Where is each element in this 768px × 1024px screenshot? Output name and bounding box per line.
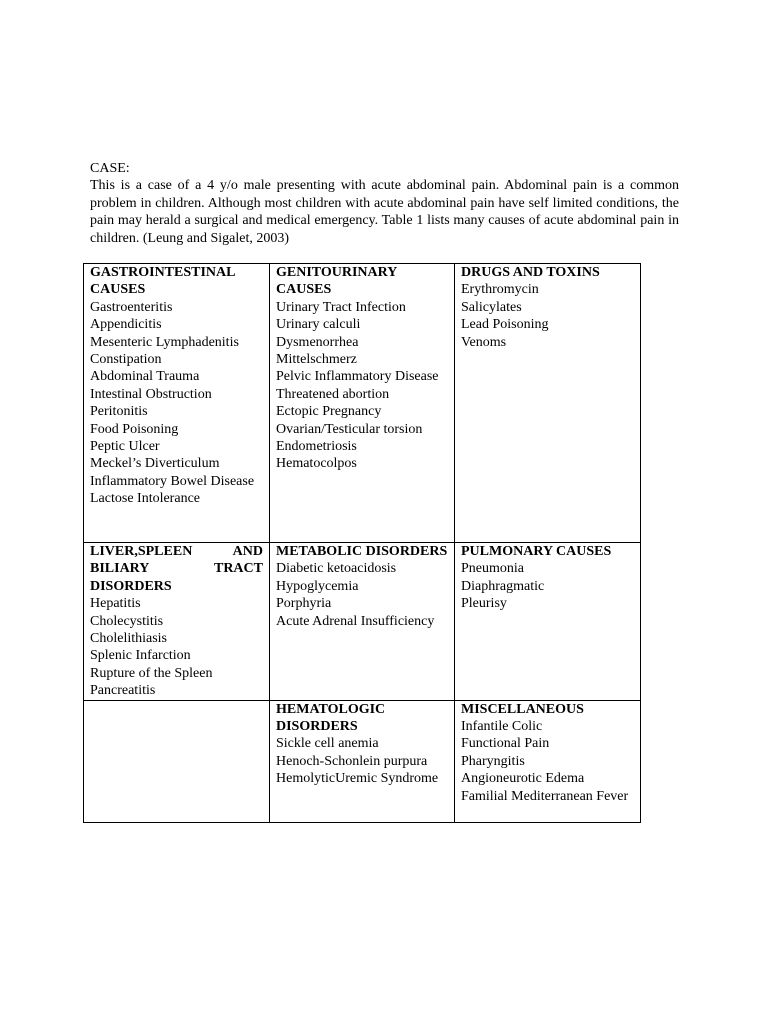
list-item: Familial Mediterranean Fever: [461, 788, 629, 804]
cell-gastrointestinal: [84, 264, 270, 543]
list-item: Functional Pain: [461, 736, 550, 752]
cell-title-gastrointestinal: GASTROINTESTINAL CAUSES: [90, 265, 236, 298]
list-item: Food Poisoning: [90, 421, 179, 437]
cell-title-hematologic: HEMATOLOGIC DISORDERS: [276, 701, 386, 735]
cell-pulmonary: [455, 543, 641, 701]
list-item: Pneumonia: [461, 561, 524, 577]
cell-empty: [84, 700, 270, 822]
list-item: Pleurisy: [461, 596, 507, 612]
list-item: Meckel’s Diverticulum: [90, 456, 220, 472]
cell-liver-spleen-biliary: [84, 543, 270, 701]
list-item: Pharyngitis: [461, 753, 525, 769]
list-item: Cholelithiasis: [90, 631, 167, 647]
list-item: Inflammatory Bowel Disease: [90, 473, 255, 489]
list-item: Pelvic Inflammatory Disease: [276, 369, 439, 385]
list-item: Diaphragmatic: [461, 578, 545, 594]
list-item: Salicylates: [461, 299, 522, 315]
table-row: [84, 543, 641, 701]
list-item: Sickle cell anemia: [276, 736, 379, 752]
list-item: Ectopic Pregnancy: [276, 404, 382, 420]
list-item: Pancreatitis: [90, 683, 156, 699]
cell-hematologic: [270, 700, 455, 822]
list-item: Erythromycin: [461, 282, 539, 298]
case-paragraph: This is a case of a 4 y/o male presenting with acute abdominal pain. Abdominal pain is a common problem in children. Although most children with acute abdominal pain have self limited conditions, the pain may herald a surgical and medical emergency. Table 1 lists many causes of acute abdominal pain in children. (Leung and Sigalet, 2003): [90, 178, 679, 246]
list-item: Lead Poisoning: [461, 317, 549, 333]
list-item: Rupture of the Spleen: [90, 665, 213, 681]
list-item: HemolyticUremic Syndrome: [276, 771, 439, 787]
case-heading: CASE:: [90, 161, 130, 176]
list-item: Hepatitis: [90, 596, 141, 612]
list-item: Appendicitis: [90, 317, 162, 333]
list-item: Mittelschmerz: [276, 352, 357, 368]
list-item: Lactose Intolerance: [90, 491, 200, 507]
list-item: Mesenteric Lymphadenitis: [90, 334, 239, 350]
cell-metabolic: [270, 543, 455, 701]
list-item: Urinary Tract Infection: [276, 299, 406, 315]
list-item: Porphyria: [276, 596, 332, 612]
list-item: Hematocolpos: [276, 456, 357, 472]
list-item: Venoms: [461, 334, 507, 350]
list-item: Gastroenteritis: [90, 299, 173, 315]
cell-miscellaneous: [455, 700, 641, 822]
cell-title-drugs-and-toxins: DRUGS AND TOXINS: [461, 265, 600, 280]
list-item: Constipation: [90, 352, 162, 368]
list-item: Henoch-Schonlein purpura: [276, 753, 428, 769]
list-item: Infantile Colic: [461, 719, 543, 735]
cell-title-genitourinary: GENITOURINARY CAUSES: [276, 265, 398, 298]
case-section: [90, 160, 679, 247]
table-row: [84, 264, 641, 543]
list-item: Endometriosis: [276, 439, 357, 455]
cell-title-pulmonary: PULMONARY CAUSES: [461, 544, 612, 559]
cell-genitourinary: [270, 264, 455, 543]
list-item: Splenic Infarction: [90, 648, 191, 664]
cell-title-miscellaneous: MISCELLANEOUS: [461, 701, 584, 717]
list-item: Diabetic ketoacidosis: [276, 561, 397, 577]
list-item: Hypoglycemia: [276, 578, 359, 594]
list-item: Ovarian/Testicular torsion: [276, 421, 423, 437]
list-item: Abdominal Trauma: [90, 369, 200, 385]
list-item: Urinary calculi: [276, 317, 361, 333]
list-item: Peptic Ulcer: [90, 439, 160, 455]
cell-title-liver-spleen-biliary: LIVER,SPLEEN AND BILIARY TRACT DISORDERS: [90, 544, 263, 594]
cell-drugs-and-toxins: [455, 264, 641, 543]
list-item: Angioneurotic Edema: [461, 771, 585, 787]
list-item: Intestinal Obstruction: [90, 386, 212, 402]
list-item: Threatened abortion: [276, 386, 390, 402]
table-row: [84, 700, 641, 822]
causes-table: [83, 263, 641, 823]
cell-title-metabolic: METABOLIC DISORDERS: [276, 544, 448, 559]
list-item: Acute Adrenal Insufficiency: [276, 613, 435, 629]
list-item: Peritonitis: [90, 404, 148, 420]
list-item: Dysmenorrhea: [276, 334, 359, 350]
list-item: Cholecystitis: [90, 613, 164, 629]
